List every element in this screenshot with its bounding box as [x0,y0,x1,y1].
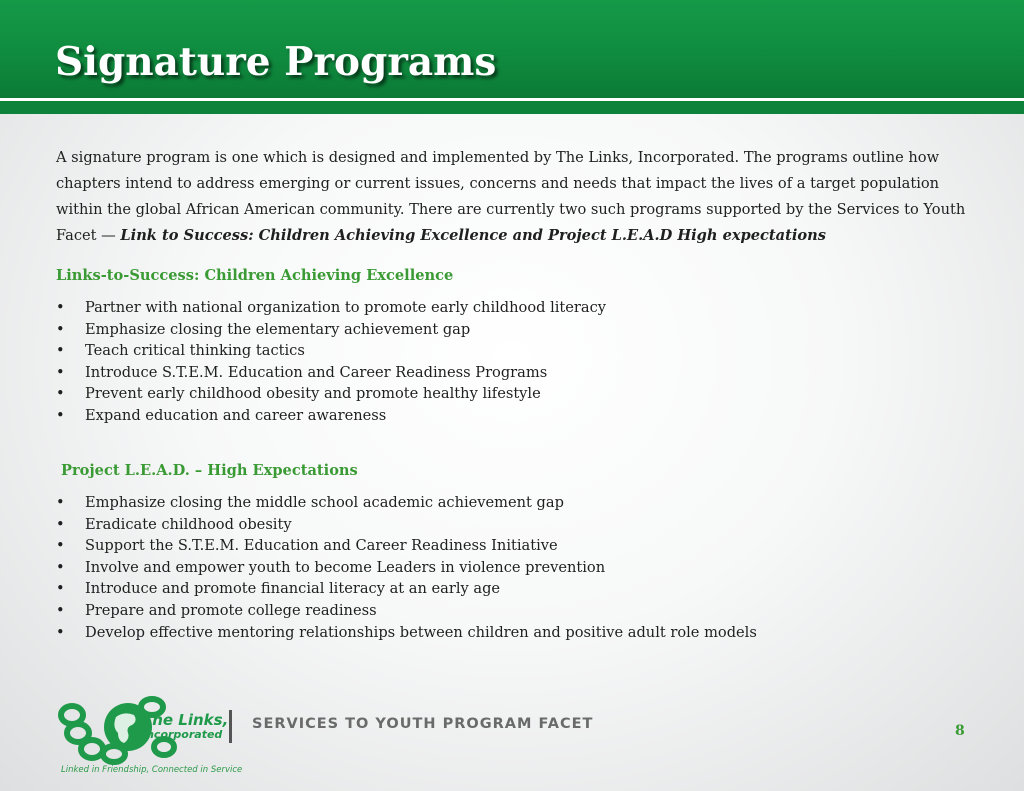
bullet-list-project-lead [56,492,757,643]
list-item: • Prepare and promote college readiness [56,600,757,622]
bullet-list-links-to-success [56,297,606,427]
svg-text:Incorporated: Incorporated [142,728,223,741]
chain-globe-icon [56,695,229,765]
page-number: 8 [955,723,965,739]
list-item: • Introduce S.T.E.M. Education and Career Readiness Programs [56,362,606,384]
logo-tagline: Linked in Friendship, Connected in Service [61,765,243,775]
list-item: • Partner with national organization to promote early childhood literacy [56,297,606,319]
list-item: • Eradicate childhood obesity [56,514,757,536]
title-banner [0,0,1024,98]
intro-paragraph [56,145,986,249]
list-item: • Involve and empower youth to become Leaders in violence prevention [56,557,757,579]
list-item: • Emphasize closing the middle school academic achievement gap [56,492,757,514]
list-item: • Develop effective mentoring relationships between children and positive adult role models [56,622,757,644]
intro-text: A signature program is one which is designed and implemented by The Links, Incorporated. The programs outline how chapters intend to address emerging or current issues, concerns and needs that impact the lives of a target population within the global African American community. There are currently two such programs supported by the Services to Youth Facet — [56,149,966,244]
list-item: • Support the S.T.E.M. Education and Career Readiness Initiative [56,535,757,557]
slide-title: Signature Programs [55,39,497,85]
list-item: • Prevent early childhood obesity and promote healthy lifestyle [56,383,606,405]
section-heading-project-lead: Project L.E.A.D. – High Expectations [61,462,358,479]
list-item: • Expand education and career awareness [56,405,606,427]
list-item: • Teach critical thinking tactics [56,340,606,362]
banner-green-rule [0,101,1024,114]
footer-divider [229,710,232,743]
svg-text:The Links,: The Links, [142,711,229,729]
list-item: • Introduce and promote financial literacy at an early age [56,578,757,600]
facet-label: SERVICES TO YOUTH PROGRAM FACET [252,716,594,732]
list-item: • Emphasize closing the elementary achievement gap [56,319,606,341]
intro-emphasis: Link to Success: Children Achieving Excellence and Project L.E.A.D High expectations [120,227,826,244]
section-heading-links-to-success: Links-to-Success: Children Achieving Excellence [56,267,454,284]
